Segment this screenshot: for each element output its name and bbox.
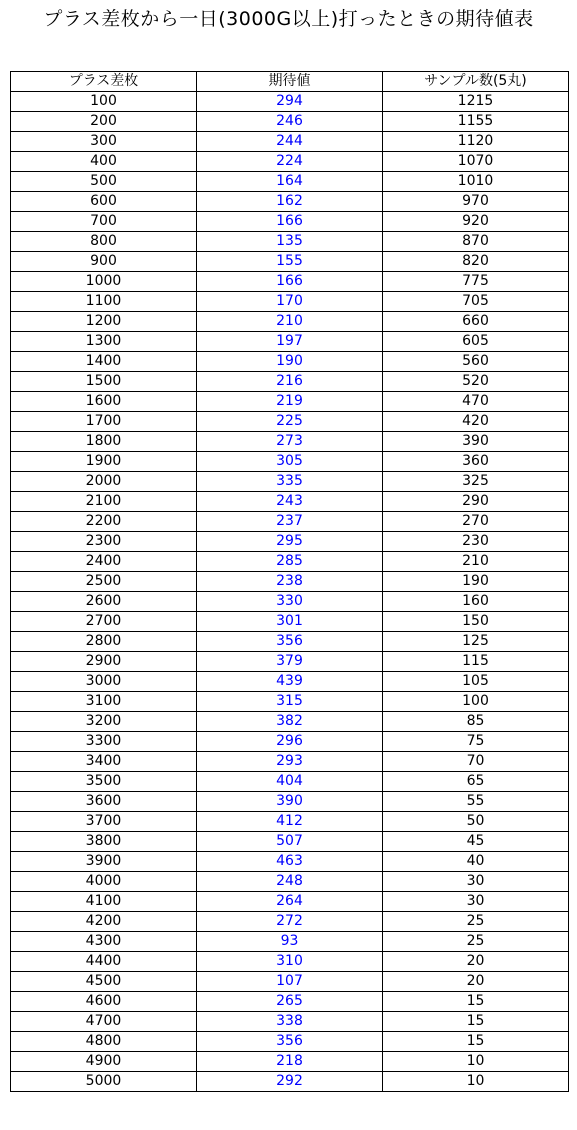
- cell-plus-diff: 1600: [11, 392, 197, 412]
- table-row: [11, 192, 569, 212]
- cell-sample-count: 1120: [383, 132, 569, 152]
- cell-plus-diff: 2400: [11, 552, 197, 572]
- table-row: [11, 472, 569, 492]
- cell-plus-diff: 3600: [11, 792, 197, 812]
- cell-expected-value: 244: [197, 132, 383, 152]
- cell-plus-diff: 2600: [11, 592, 197, 612]
- cell-expected-value: 166: [197, 272, 383, 292]
- table-row: [11, 1052, 569, 1072]
- cell-plus-diff: 3700: [11, 812, 197, 832]
- cell-sample-count: 40: [383, 852, 569, 872]
- table-row: [11, 752, 569, 772]
- cell-plus-diff: 2700: [11, 612, 197, 632]
- cell-sample-count: 15: [383, 992, 569, 1012]
- cell-expected-value: 301: [197, 612, 383, 632]
- table-row: [11, 552, 569, 572]
- cell-sample-count: 520: [383, 372, 569, 392]
- cell-plus-diff: 4200: [11, 912, 197, 932]
- cell-plus-diff: 3400: [11, 752, 197, 772]
- cell-plus-diff: 3800: [11, 832, 197, 852]
- cell-plus-diff: 1200: [11, 312, 197, 332]
- table-row: [11, 852, 569, 872]
- cell-sample-count: 210: [383, 552, 569, 572]
- cell-expected-value: 439: [197, 672, 383, 692]
- cell-sample-count: 1155: [383, 112, 569, 132]
- table-row: [11, 212, 569, 232]
- table-row: [11, 712, 569, 732]
- cell-expected-value: 356: [197, 1032, 383, 1052]
- cell-expected-value: 295: [197, 532, 383, 552]
- cell-expected-value: 315: [197, 692, 383, 712]
- cell-expected-value: 507: [197, 832, 383, 852]
- cell-expected-value: 463: [197, 852, 383, 872]
- cell-sample-count: 10: [383, 1052, 569, 1072]
- cell-plus-diff: 400: [11, 152, 197, 172]
- cell-sample-count: 325: [383, 472, 569, 492]
- table-row: [11, 532, 569, 552]
- cell-sample-count: 15: [383, 1032, 569, 1052]
- table-row: [11, 112, 569, 132]
- cell-sample-count: 45: [383, 832, 569, 852]
- cell-sample-count: 105: [383, 672, 569, 692]
- cell-sample-count: 75: [383, 732, 569, 752]
- cell-sample-count: 1070: [383, 152, 569, 172]
- table-row: [11, 412, 569, 432]
- cell-sample-count: 775: [383, 272, 569, 292]
- table-row: [11, 372, 569, 392]
- cell-plus-diff: 2900: [11, 652, 197, 672]
- cell-plus-diff: 4400: [11, 952, 197, 972]
- cell-sample-count: 970: [383, 192, 569, 212]
- table-row: [11, 772, 569, 792]
- table-row: [11, 732, 569, 752]
- cell-sample-count: 10: [383, 1072, 569, 1092]
- cell-expected-value: 305: [197, 452, 383, 472]
- cell-sample-count: 15: [383, 1012, 569, 1032]
- cell-sample-count: 660: [383, 312, 569, 332]
- cell-expected-value: 292: [197, 1072, 383, 1092]
- table-row: [11, 592, 569, 612]
- cell-sample-count: 705: [383, 292, 569, 312]
- table-row: [11, 832, 569, 852]
- cell-plus-diff: 4800: [11, 1032, 197, 1052]
- cell-sample-count: 25: [383, 932, 569, 952]
- cell-sample-count: 85: [383, 712, 569, 732]
- table-row: [11, 652, 569, 672]
- cell-sample-count: 65: [383, 772, 569, 792]
- cell-plus-diff: 5000: [11, 1072, 197, 1092]
- cell-sample-count: 115: [383, 652, 569, 672]
- cell-expected-value: 219: [197, 392, 383, 412]
- cell-expected-value: 335: [197, 472, 383, 492]
- cell-plus-diff: 1800: [11, 432, 197, 452]
- cell-plus-diff: 100: [11, 92, 197, 112]
- cell-plus-diff: 1000: [11, 272, 197, 292]
- cell-sample-count: 1010: [383, 172, 569, 192]
- cell-expected-value: 246: [197, 112, 383, 132]
- cell-sample-count: 360: [383, 452, 569, 472]
- cell-sample-count: 470: [383, 392, 569, 412]
- cell-sample-count: 1215: [383, 92, 569, 112]
- cell-expected-value: 170: [197, 292, 383, 312]
- cell-expected-value: 310: [197, 952, 383, 972]
- cell-expected-value: 225: [197, 412, 383, 432]
- table-row: [11, 312, 569, 332]
- table-row: [11, 912, 569, 932]
- cell-expected-value: 285: [197, 552, 383, 572]
- header-sample-count: サンプル数(5丸): [383, 72, 569, 92]
- cell-expected-value: 273: [197, 432, 383, 452]
- cell-expected-value: 379: [197, 652, 383, 672]
- cell-expected-value: 237: [197, 512, 383, 532]
- table-row: [11, 972, 569, 992]
- cell-sample-count: 270: [383, 512, 569, 532]
- table-row: [11, 152, 569, 172]
- cell-plus-diff: 2000: [11, 472, 197, 492]
- table-row: [11, 952, 569, 972]
- table-row: [11, 872, 569, 892]
- table-row: [11, 392, 569, 412]
- cell-plus-diff: 3000: [11, 672, 197, 692]
- cell-expected-value: 93: [197, 932, 383, 952]
- cell-plus-diff: 800: [11, 232, 197, 252]
- cell-expected-value: 155: [197, 252, 383, 272]
- cell-plus-diff: 4700: [11, 1012, 197, 1032]
- cell-plus-diff: 2300: [11, 532, 197, 552]
- table-row: [11, 432, 569, 452]
- cell-expected-value: 265: [197, 992, 383, 1012]
- cell-plus-diff: 2500: [11, 572, 197, 592]
- page-title: プラス差枚から一日(3000G以上)打ったときの期待値表: [43, 8, 534, 30]
- cell-plus-diff: 2100: [11, 492, 197, 512]
- table-row: [11, 492, 569, 512]
- cell-sample-count: 30: [383, 872, 569, 892]
- table-row: [11, 452, 569, 472]
- cell-plus-diff: 4100: [11, 892, 197, 912]
- table-body: [11, 92, 569, 1092]
- cell-sample-count: 150: [383, 612, 569, 632]
- table-row: [11, 1012, 569, 1032]
- cell-sample-count: 20: [383, 952, 569, 972]
- cell-sample-count: 190: [383, 572, 569, 592]
- cell-sample-count: 290: [383, 492, 569, 512]
- cell-expected-value: 224: [197, 152, 383, 172]
- table-row: [11, 672, 569, 692]
- table-row: [11, 512, 569, 532]
- cell-sample-count: 30: [383, 892, 569, 912]
- cell-sample-count: 870: [383, 232, 569, 252]
- cell-expected-value: 338: [197, 1012, 383, 1032]
- cell-expected-value: 248: [197, 872, 383, 892]
- cell-sample-count: 125: [383, 632, 569, 652]
- cell-plus-diff: 1100: [11, 292, 197, 312]
- cell-expected-value: 404: [197, 772, 383, 792]
- cell-plus-diff: 4900: [11, 1052, 197, 1072]
- cell-plus-diff: 3200: [11, 712, 197, 732]
- table-row: [11, 92, 569, 112]
- cell-sample-count: 100: [383, 692, 569, 712]
- cell-plus-diff: 900: [11, 252, 197, 272]
- table-row: [11, 172, 569, 192]
- cell-sample-count: 70: [383, 752, 569, 772]
- cell-plus-diff: 4600: [11, 992, 197, 1012]
- table-header-row: [11, 72, 569, 92]
- cell-expected-value: 216: [197, 372, 383, 392]
- table-row: [11, 352, 569, 372]
- cell-plus-diff: 3900: [11, 852, 197, 872]
- table-row: [11, 992, 569, 1012]
- cell-expected-value: 162: [197, 192, 383, 212]
- cell-plus-diff: 2800: [11, 632, 197, 652]
- cell-expected-value: 164: [197, 172, 383, 192]
- table-row: [11, 812, 569, 832]
- cell-expected-value: 330: [197, 592, 383, 612]
- table-row: [11, 892, 569, 912]
- table-row: [11, 572, 569, 592]
- cell-sample-count: 820: [383, 252, 569, 272]
- cell-plus-diff: 2200: [11, 512, 197, 532]
- cell-sample-count: 230: [383, 532, 569, 552]
- cell-expected-value: 107: [197, 972, 383, 992]
- cell-plus-diff: 200: [11, 112, 197, 132]
- cell-plus-diff: 3300: [11, 732, 197, 752]
- cell-sample-count: 20: [383, 972, 569, 992]
- cell-expected-value: 356: [197, 632, 383, 652]
- table-row: [11, 612, 569, 632]
- cell-sample-count: 390: [383, 432, 569, 452]
- cell-expected-value: 294: [197, 92, 383, 112]
- cell-expected-value: 412: [197, 812, 383, 832]
- table-row: [11, 332, 569, 352]
- table-row: [11, 692, 569, 712]
- header-plus-diff: プラス差枚: [11, 72, 197, 92]
- cell-plus-diff: 1900: [11, 452, 197, 472]
- cell-sample-count: 605: [383, 332, 569, 352]
- cell-plus-diff: 1300: [11, 332, 197, 352]
- cell-expected-value: 296: [197, 732, 383, 752]
- cell-plus-diff: 1700: [11, 412, 197, 432]
- cell-plus-diff: 1500: [11, 372, 197, 392]
- cell-sample-count: 920: [383, 212, 569, 232]
- table-row: [11, 232, 569, 252]
- expected-value-table: [10, 71, 569, 1092]
- cell-sample-count: 560: [383, 352, 569, 372]
- table-row: [11, 272, 569, 292]
- table-row: [11, 1032, 569, 1052]
- cell-sample-count: 55: [383, 792, 569, 812]
- cell-expected-value: 382: [197, 712, 383, 732]
- cell-plus-diff: 4000: [11, 872, 197, 892]
- cell-plus-diff: 3500: [11, 772, 197, 792]
- cell-expected-value: 264: [197, 892, 383, 912]
- cell-plus-diff: 3100: [11, 692, 197, 712]
- table-row: [11, 792, 569, 812]
- cell-plus-diff: 4500: [11, 972, 197, 992]
- cell-expected-value: 272: [197, 912, 383, 932]
- table-row: [11, 932, 569, 952]
- cell-sample-count: 160: [383, 592, 569, 612]
- cell-expected-value: 390: [197, 792, 383, 812]
- cell-expected-value: 197: [197, 332, 383, 352]
- table-row: [11, 132, 569, 152]
- cell-plus-diff: 700: [11, 212, 197, 232]
- cell-expected-value: 166: [197, 212, 383, 232]
- cell-expected-value: 218: [197, 1052, 383, 1072]
- cell-plus-diff: 600: [11, 192, 197, 212]
- cell-plus-diff: 4300: [11, 932, 197, 952]
- cell-expected-value: 190: [197, 352, 383, 372]
- table-row: [11, 1072, 569, 1092]
- table-row: [11, 252, 569, 272]
- cell-expected-value: 293: [197, 752, 383, 772]
- cell-expected-value: 238: [197, 572, 383, 592]
- header-expected-value: 期待値: [197, 72, 383, 92]
- cell-expected-value: 243: [197, 492, 383, 512]
- table-row: [11, 292, 569, 312]
- cell-sample-count: 420: [383, 412, 569, 432]
- cell-expected-value: 135: [197, 232, 383, 252]
- cell-expected-value: 210: [197, 312, 383, 332]
- cell-plus-diff: 300: [11, 132, 197, 152]
- cell-sample-count: 50: [383, 812, 569, 832]
- cell-plus-diff: 500: [11, 172, 197, 192]
- cell-plus-diff: 1400: [11, 352, 197, 372]
- cell-sample-count: 25: [383, 912, 569, 932]
- table-row: [11, 632, 569, 652]
